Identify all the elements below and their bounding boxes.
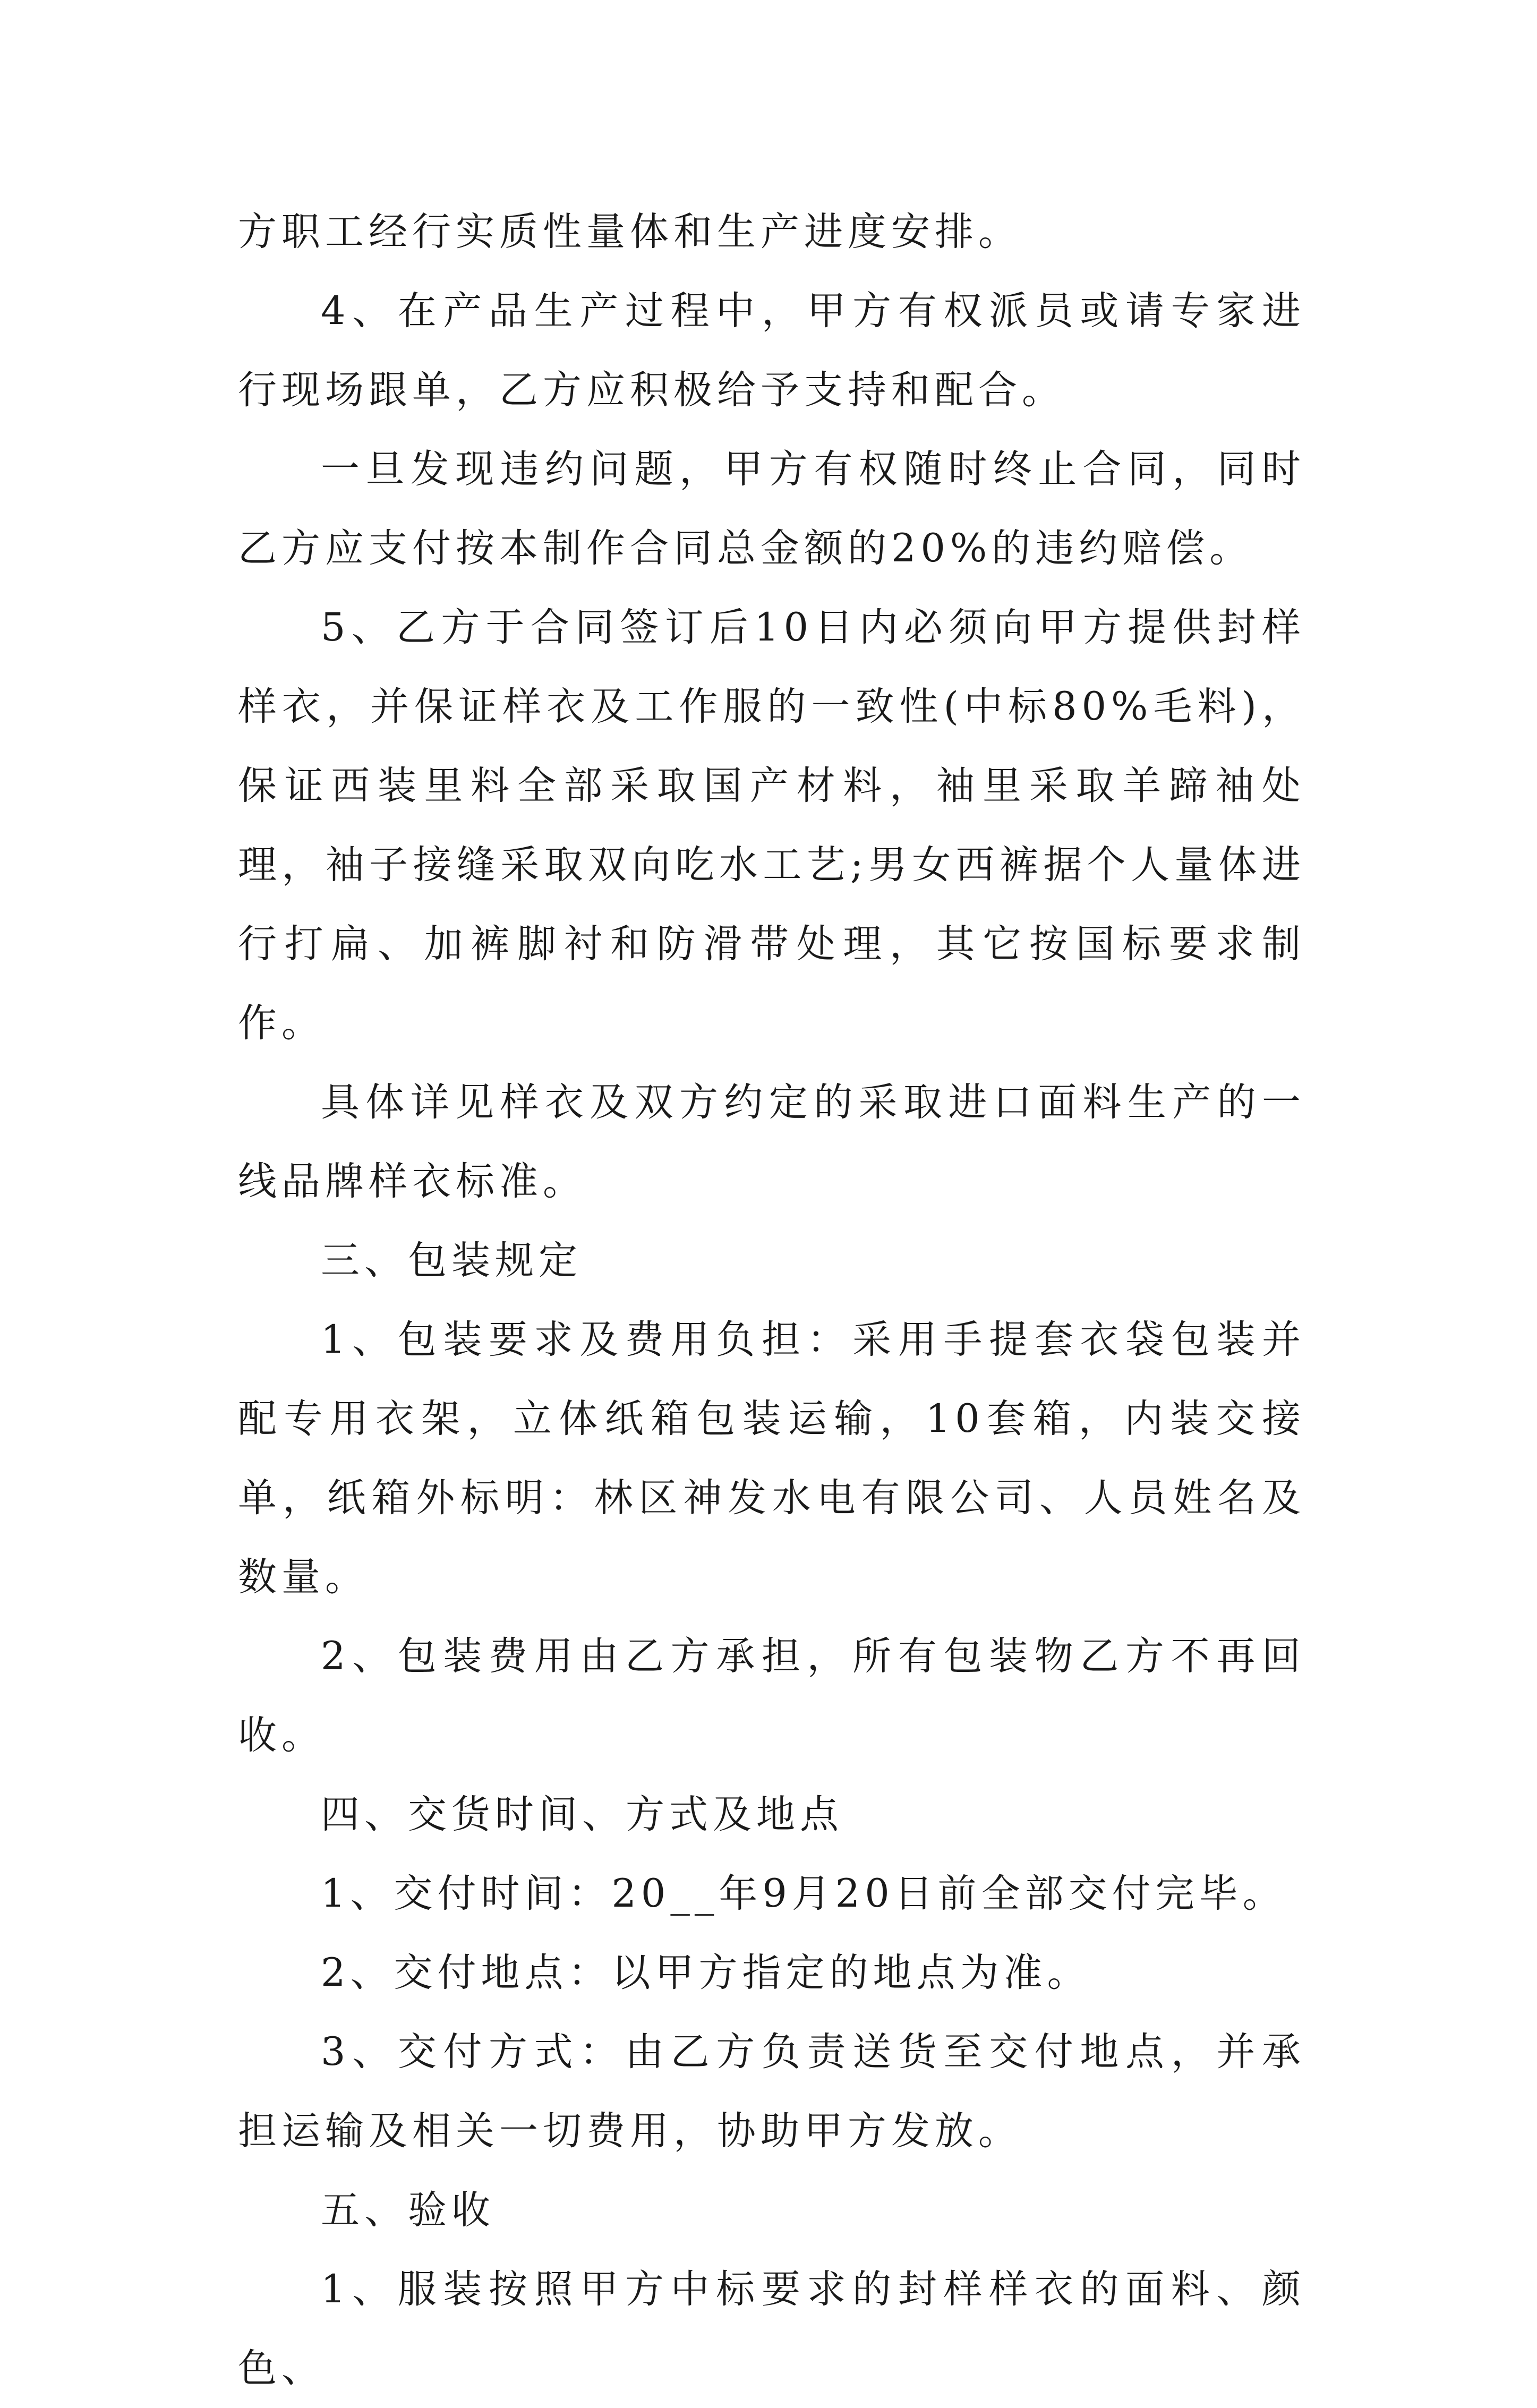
paragraph-breach-penalty: 一旦发现违约问题，甲方有权随时终止合同，同时乙方应支付按本制作合同总金额的20%的违约赔偿。 (238, 447, 1305, 571)
section-heading-packaging: 三、包装规定 (321, 1238, 582, 1283)
paragraph-packaging-2: 2、包装费用由乙方承担，所有包装物乙方不再回收。 (238, 1634, 1305, 1758)
paragraph-sample-standard: 具体详见样衣及双方约定的采取进口面料生产的一线品牌样衣标准。 (238, 1080, 1305, 1204)
paragraph-continuation: 方职工经行实质性量体和生产进度安排。 (238, 209, 1022, 254)
paragraph-clause-4: 4、在产品生产过程中，甲方有权派员或请专家进行现场跟单，乙方应积极给予支持和配合。 (238, 288, 1305, 413)
paragraph-packaging-1: 1、包装要求及费用负担：采用手提套衣袋包装并配专用衣架，立体纸箱包装运输，10套箱，内装交接单，纸箱外标明：林区神发水电有限公司、人员姓名及数量。 (238, 1317, 1305, 1600)
paragraph-delivery-method: 3、交付方式：由乙方负责送货至交付地点，并承担运输及相关一切费用，协助甲方发放。 (238, 2029, 1305, 2154)
paragraph-acceptance-1: 1、服装按照甲方中标要求的封样样衣的面料、颜色、 (238, 2267, 1305, 2391)
paragraph-delivery-time: 1、交付时间：20__年9月20日前全部交付完毕。 (321, 1871, 1286, 1916)
section-heading-acceptance: 五、验收 (321, 2188, 495, 2233)
paragraph-clause-5: 5、乙方于合同签订后10日内必须向甲方提供封样样衣，并保证样衣及工作服的一致性(中标80%毛料)，保证西装里料全部采取国产材料，袖里采取羊蹄袖处理，袖子接缝采取双向吃水工艺;男女西裤据个人量体进行打扁、加裤脚衬和防滑带处理，其它按国标要求制作。 (238, 605, 1305, 1046)
paragraph-delivery-place: 2、交付地点：以甲方指定的地点为准。 (321, 1950, 1091, 1995)
section-heading-delivery: 四、交货时间、方式及地点 (321, 1792, 843, 1837)
contract-body (238, 192, 1305, 2408)
